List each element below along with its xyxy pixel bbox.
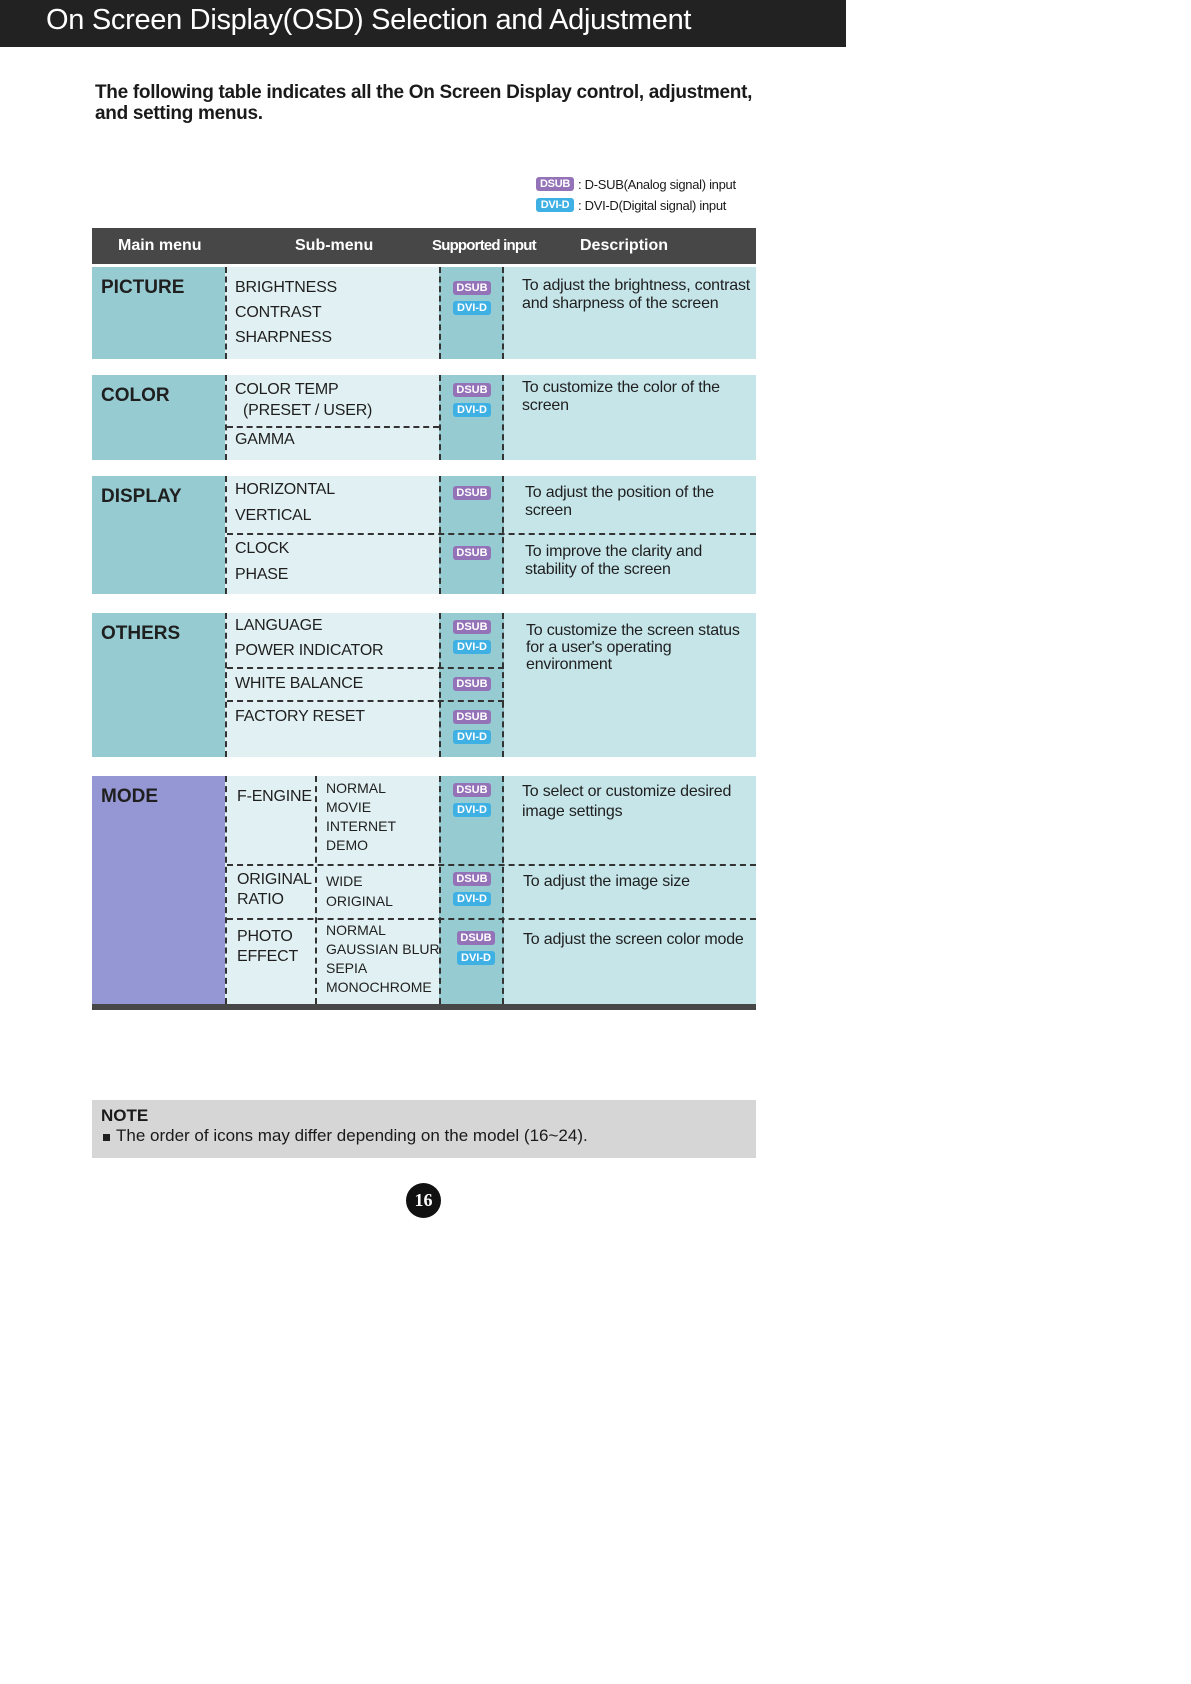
sub-clock: CLOCK	[235, 540, 290, 557]
sub-color-temp: COLOR TEMP	[235, 381, 339, 398]
sub-white-balance: WHITE BALANCE	[235, 675, 364, 692]
option-original: ORIGINAL	[326, 893, 393, 909]
header-main-menu: Main menu	[118, 237, 202, 254]
header-sub-menu: Sub-menu	[295, 237, 374, 254]
desc-photo-effect: To adjust the screen color mode	[523, 931, 744, 948]
dsub-badge: DSUB	[453, 872, 491, 886]
option-normal: NORMAL	[326, 780, 386, 796]
option-gaussian-blur: GAUSSIAN BLUR	[326, 941, 440, 957]
legend-dvid	[536, 197, 726, 213]
note-text: The order of icons may differ depending on the model (16~24).	[116, 1126, 588, 1145]
dvid-badge: DVI-D	[453, 640, 491, 654]
sub-phase: PHASE	[235, 566, 289, 583]
dsub-badge: DSUB	[453, 383, 491, 397]
bullet-icon	[103, 1134, 110, 1141]
sub-factory-reset: FACTORY RESET	[235, 708, 365, 725]
note-box	[92, 1100, 756, 1158]
dvid-badge: DVI-D	[457, 951, 495, 965]
header-supported-input: Supported input	[432, 237, 536, 254]
main-menu-mode: MODE	[101, 786, 158, 807]
header-description: Description	[580, 237, 669, 254]
dvid-badge: DVI-D	[453, 301, 491, 315]
sub-sharpness: SHARPNESS	[235, 329, 332, 346]
dsub-badge: DSUB	[457, 931, 495, 945]
legend-dvid-text: : DVI-D(Digital signal) input	[578, 197, 727, 213]
page-number: 16	[406, 1183, 441, 1218]
option-wide: WIDE	[326, 873, 363, 889]
sub-f-engine: F-ENGINE	[237, 788, 312, 805]
sub-horizontal: HORIZONTAL	[235, 481, 335, 498]
dsub-badge: DSUB	[453, 783, 491, 797]
main-menu-display: DISPLAY	[101, 486, 182, 507]
dvid-badge: DVI-D	[453, 730, 491, 744]
picture-row	[92, 267, 756, 359]
dsub-badge: DSUB	[453, 620, 491, 634]
display-row	[92, 476, 756, 594]
intro-text: The following table indicates all the On Screen Display control, adjustment, and setting menus.	[95, 82, 753, 124]
main-menu-others: OTHERS	[101, 623, 181, 644]
sub-language: LANGUAGE	[235, 617, 323, 634]
dvid-badge: DVI-D	[453, 803, 491, 817]
option-demo: DEMO	[326, 837, 368, 853]
dsub-badge: DSUB	[453, 677, 491, 691]
main-menu-color: COLOR	[101, 385, 170, 406]
dvid-badge: DVI-D	[453, 892, 491, 906]
dsub-badge: DSUB	[453, 281, 491, 295]
dvid-badge: DVI-D	[536, 198, 574, 212]
sub-preset-user: (PRESET / USER)	[243, 402, 373, 419]
desc-display-clarity: To improve the clarity and stability of the screen	[525, 543, 703, 578]
sub-photo-effect-line1: PHOTO	[237, 928, 293, 945]
desc-original-ratio: To adjust the image size	[523, 873, 690, 890]
option-monochrome: MONOCHROME	[326, 979, 432, 995]
dsub-badge: DSUB	[536, 177, 574, 191]
note-title: NOTE	[101, 1106, 149, 1125]
dvid-badge: DVI-D	[453, 403, 491, 417]
dsub-badge: DSUB	[453, 546, 491, 560]
table-bottom-border	[92, 1004, 756, 1010]
mode-row	[92, 776, 756, 1004]
sub-gamma: GAMMA	[235, 431, 295, 448]
main-menu-picture: PICTURE	[101, 277, 185, 298]
legend-dsub-text: : D-SUB(Analog signal) input	[578, 176, 736, 192]
others-row	[92, 613, 756, 757]
sub-vertical: VERTICAL	[235, 507, 312, 524]
option-movie: MOVIE	[326, 799, 372, 815]
dsub-badge: DSUB	[453, 710, 491, 724]
sub-contrast: CONTRAST	[235, 304, 322, 321]
dsub-badge: DSUB	[453, 486, 491, 500]
sub-photo-effect-line2: EFFECT	[237, 948, 299, 965]
option-sepia: SEPIA	[326, 960, 368, 976]
legend-dsub	[536, 176, 736, 192]
sub-original-ratio-line1: ORIGINAL	[237, 871, 312, 888]
color-row	[92, 375, 756, 460]
table-header	[92, 228, 756, 264]
sub-original-ratio-line2: RATIO	[237, 891, 284, 908]
option-normal: NORMAL	[326, 922, 386, 938]
desc-others: To customize the screen status for a user's operating environment	[526, 622, 740, 673]
page-title: On Screen Display(OSD) Selection and Adjustment	[46, 4, 692, 36]
sub-brightness: BRIGHTNESS	[235, 279, 338, 296]
sub-power-indicator: POWER INDICATOR	[235, 642, 384, 659]
option-internet: INTERNET	[326, 818, 396, 834]
desc-f-engine: To select or customize desired image settings	[522, 783, 732, 820]
desc-color: To customize the color of the screen	[522, 379, 720, 414]
desc-display-position: To adjust the position of the screen	[525, 484, 714, 519]
desc-picture: To adjust the brightness, contrast and sharpness of the screen	[522, 277, 750, 312]
